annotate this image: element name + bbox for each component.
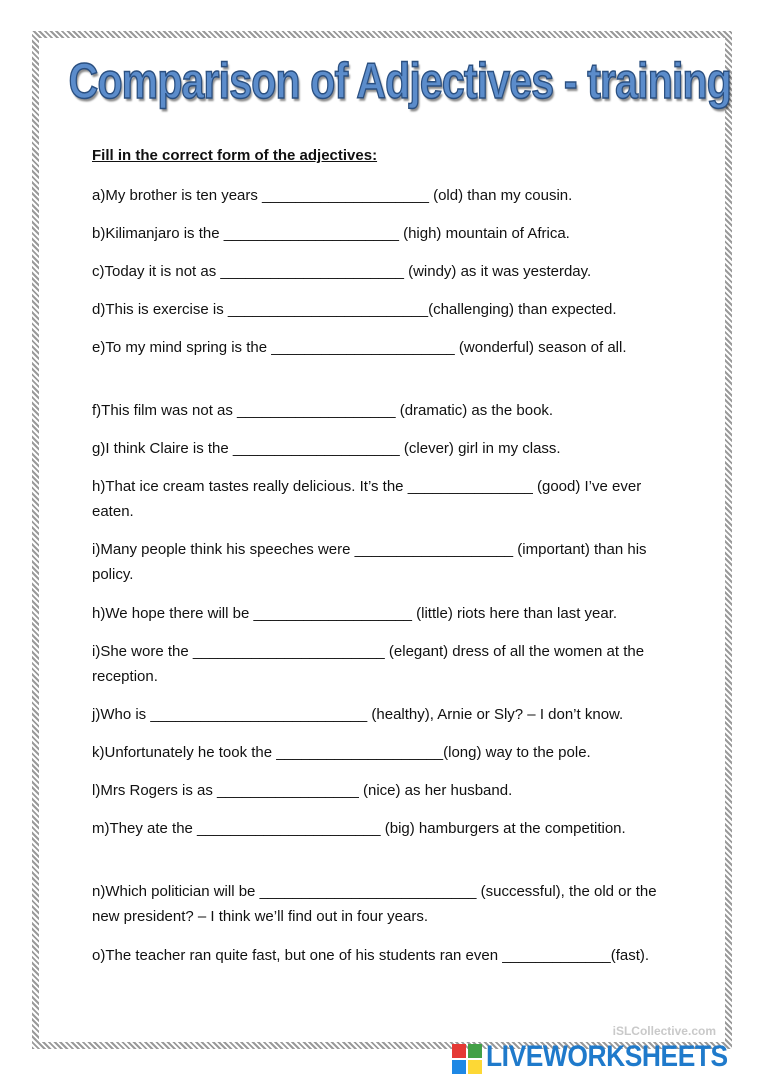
question-h2: h)We hope there will be ___________________ (little) riots here than last year. [92,605,618,622]
question-o: o)The teacher ran quite fast, but one of his students ran even _____________(fast). [92,947,650,964]
worksheet-title: Comparison of Adjectives - training [68,53,731,109]
watermark-text: iSLCollective.com [612,1024,716,1038]
question-h: h)That ice cream tastes really delicious. It’s the _______________ (good) I’ve ever eaten. [92,478,642,520]
question-f: f)This film was not as ___________________ (dramatic) as the book. [92,402,554,419]
question-b: b)Kilimanjaro is the _____________________ (high) mountain of Africa. [92,225,570,242]
question-l: l)Mrs Rogers is as _________________ (nice) as her husband. [92,782,513,799]
question-g: g)I think Claire is the ____________________ (clever) girl in my class. [92,440,561,457]
brand-text[interactable]: LIVEWORKSHEETS [486,1040,728,1073]
question-m: m)They ate the ______________________ (big) hamburgers at the competition. [92,820,626,837]
question-j: j)Who is __________________________ (healthy), Arnie or Sly? – I don’t know. [92,706,624,723]
question-c: c)Today it is not as ______________________ (windy) as it was yesterday. [92,263,592,280]
question-e: e)To my mind spring is the ______________________ (wonderful) season of all. [92,339,627,356]
question-i: i)Many people think his speeches were ___________________ (important) than his policy. [92,541,647,583]
footer [448,1024,754,1076]
question-n: n)Which politician will be __________________________ (successful), the old or the new president? – I think we’ll find out in four years. [92,883,657,925]
question-k: k)Unfortunately he took the ____________________(long) way to the pole. [92,744,591,761]
instruction-text: Fill in the correct form of the adjectives: [92,147,378,164]
question-a: a)My brother is ten years ____________________ (old) than my cousin. [92,187,573,204]
question-d: d)This is exercise is ________________________(challenging) than expected. [92,301,617,318]
liveworksheets-logo-icon [452,1044,482,1074]
question-i2: i)She wore the _______________________ (elegant) dress of all the women at the reception. [92,643,645,685]
